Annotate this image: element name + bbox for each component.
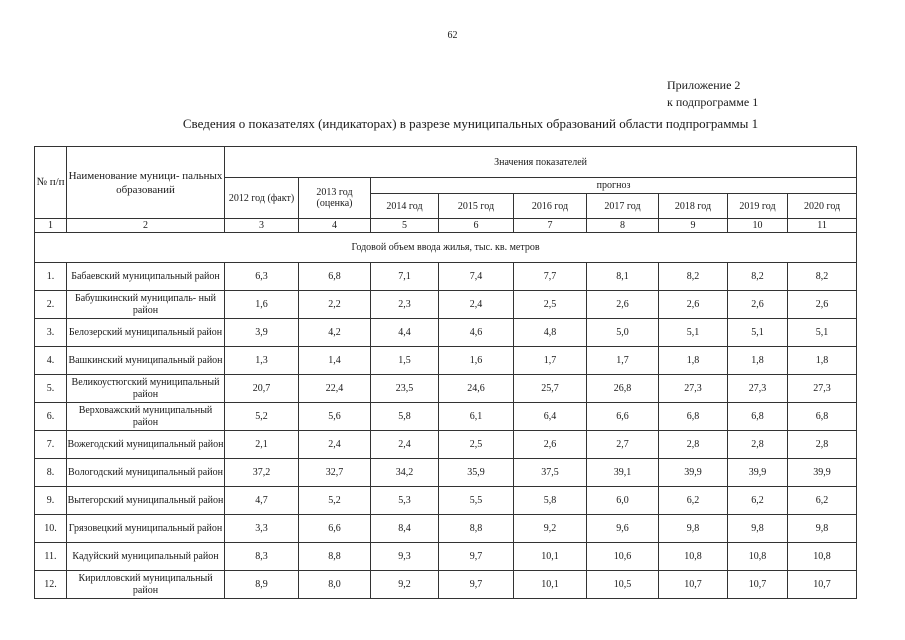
table-row	[35, 263, 857, 291]
municipality-name: Белозерский муниципальный район	[67, 319, 225, 347]
value-cell: 4,8	[514, 319, 587, 347]
table-row	[35, 543, 857, 571]
value-cell: 6,0	[587, 487, 659, 515]
value-cell: 39,9	[728, 459, 788, 487]
value-cell: 2,8	[788, 431, 857, 459]
header-number: № п/п	[35, 147, 67, 219]
municipality-name: Бабаевский муниципальный район	[67, 263, 225, 291]
table-row	[35, 347, 857, 375]
value-cell: 2,4	[439, 291, 514, 319]
row-number: 4.	[35, 347, 67, 375]
indicators-table	[34, 146, 857, 599]
municipality-name: Великоустюгский муниципальный район	[67, 375, 225, 403]
column-number: 10	[728, 219, 788, 233]
value-cell: 6,1	[439, 403, 514, 431]
value-cell: 4,4	[371, 319, 439, 347]
header-forecast: прогноз	[371, 178, 857, 194]
row-number: 3.	[35, 319, 67, 347]
value-cell: 6,4	[514, 403, 587, 431]
value-cell: 9,2	[514, 515, 587, 543]
value-cell: 39,1	[587, 459, 659, 487]
table-row	[35, 403, 857, 431]
value-cell: 2,5	[514, 291, 587, 319]
value-cell: 1,7	[514, 347, 587, 375]
value-cell: 4,2	[299, 319, 371, 347]
header-year: 2020 год	[788, 194, 857, 219]
value-cell: 3,3	[225, 515, 299, 543]
value-cell: 9,8	[659, 515, 728, 543]
value-cell: 5,1	[659, 319, 728, 347]
column-number: 5	[371, 219, 439, 233]
value-cell: 10,8	[728, 543, 788, 571]
value-cell: 1,6	[439, 347, 514, 375]
municipality-name: Вожегодский муниципальный район	[67, 431, 225, 459]
table-row	[35, 375, 857, 403]
value-cell: 1,8	[788, 347, 857, 375]
header-year: 2015 год	[439, 194, 514, 219]
municipality-name: Грязовецкий муниципальный район	[67, 515, 225, 543]
value-cell: 6,3	[225, 263, 299, 291]
value-cell: 6,2	[728, 487, 788, 515]
value-cell: 26,8	[587, 375, 659, 403]
value-cell: 10,7	[788, 571, 857, 599]
value-cell: 6,2	[659, 487, 728, 515]
value-cell: 27,3	[788, 375, 857, 403]
column-number: 4	[299, 219, 371, 233]
value-cell: 2,6	[788, 291, 857, 319]
value-cell: 6,8	[728, 403, 788, 431]
value-cell: 9,2	[371, 571, 439, 599]
value-cell: 32,7	[299, 459, 371, 487]
row-number: 12.	[35, 571, 67, 599]
table-row	[35, 319, 857, 347]
value-cell: 9,7	[439, 571, 514, 599]
municipality-name: Кирилловский муниципальный район	[67, 571, 225, 599]
value-cell: 5,6	[299, 403, 371, 431]
header-municipality: Наименование муници- пальных образований	[67, 147, 225, 219]
row-number: 10.	[35, 515, 67, 543]
value-cell: 23,5	[371, 375, 439, 403]
appendix-note	[667, 77, 758, 111]
value-cell: 7,1	[371, 263, 439, 291]
value-cell: 5,2	[225, 403, 299, 431]
value-cell: 5,1	[788, 319, 857, 347]
value-cell: 9,8	[788, 515, 857, 543]
value-cell: 22,4	[299, 375, 371, 403]
value-cell: 2,3	[371, 291, 439, 319]
row-number: 9.	[35, 487, 67, 515]
value-cell: 2,8	[728, 431, 788, 459]
value-cell: 6,8	[659, 403, 728, 431]
header-year: 2019 год	[728, 194, 788, 219]
table-row	[35, 459, 857, 487]
value-cell: 27,3	[659, 375, 728, 403]
value-cell: 8,8	[299, 543, 371, 571]
value-cell: 25,7	[514, 375, 587, 403]
municipality-name: Бабушкинский муниципаль- ный район	[67, 291, 225, 319]
value-cell: 39,9	[788, 459, 857, 487]
value-cell: 10,8	[788, 543, 857, 571]
value-cell: 9,7	[439, 543, 514, 571]
column-number: 8	[587, 219, 659, 233]
column-number: 6	[439, 219, 514, 233]
value-cell: 4,7	[225, 487, 299, 515]
value-cell: 37,5	[514, 459, 587, 487]
column-number: 9	[659, 219, 728, 233]
value-cell: 8,1	[587, 263, 659, 291]
municipality-name: Верховажский муниципальный район	[67, 403, 225, 431]
row-number: 11.	[35, 543, 67, 571]
value-cell: 7,7	[514, 263, 587, 291]
table-row	[35, 515, 857, 543]
row-number: 5.	[35, 375, 67, 403]
value-cell: 6,6	[587, 403, 659, 431]
value-cell: 1,8	[659, 347, 728, 375]
value-cell: 2,6	[514, 431, 587, 459]
value-cell: 34,2	[371, 459, 439, 487]
header-year: 2018 год	[659, 194, 728, 219]
value-cell: 10,8	[659, 543, 728, 571]
header-year: 2014 год	[371, 194, 439, 219]
municipality-name: Кадуйский муниципальный район	[67, 543, 225, 571]
row-number: 2.	[35, 291, 67, 319]
value-cell: 8,8	[439, 515, 514, 543]
appendix-line-2: к подпрограмме 1	[667, 95, 759, 109]
table-row	[35, 487, 857, 515]
value-cell: 2,7	[587, 431, 659, 459]
value-cell: 8,2	[659, 263, 728, 291]
value-cell: 6,8	[299, 263, 371, 291]
value-cell: 2,1	[225, 431, 299, 459]
value-cell: 2,4	[371, 431, 439, 459]
value-cell: 10,1	[514, 543, 587, 571]
header-values: Значения показателей	[225, 147, 857, 178]
value-cell: 20,7	[225, 375, 299, 403]
column-number: 7	[514, 219, 587, 233]
value-cell: 10,7	[659, 571, 728, 599]
row-number: 8.	[35, 459, 67, 487]
value-cell: 5,2	[299, 487, 371, 515]
value-cell: 2,6	[587, 291, 659, 319]
row-number: 1.	[35, 263, 67, 291]
municipality-name: Вытегорский муниципальный район	[67, 487, 225, 515]
column-number: 11	[788, 219, 857, 233]
value-cell: 1,8	[728, 347, 788, 375]
value-cell: 39,9	[659, 459, 728, 487]
header-year: 2016 год	[514, 194, 587, 219]
value-cell: 2,8	[659, 431, 728, 459]
table-row	[35, 571, 857, 599]
column-number: 3	[225, 219, 299, 233]
appendix-line-1: Приложение 2	[667, 78, 741, 92]
value-cell: 8,2	[788, 263, 857, 291]
value-cell: 5,5	[439, 487, 514, 515]
value-cell: 4,6	[439, 319, 514, 347]
value-cell: 2,6	[659, 291, 728, 319]
value-cell: 8,9	[225, 571, 299, 599]
value-cell: 1,3	[225, 347, 299, 375]
value-cell: 9,6	[587, 515, 659, 543]
value-cell: 1,6	[225, 291, 299, 319]
municipality-name: Вашкинский муниципальный район	[67, 347, 225, 375]
value-cell: 1,4	[299, 347, 371, 375]
row-number: 6.	[35, 403, 67, 431]
value-cell: 3,9	[225, 319, 299, 347]
value-cell: 24,6	[439, 375, 514, 403]
value-cell: 10,7	[728, 571, 788, 599]
value-cell: 2,6	[728, 291, 788, 319]
value-cell: 6,8	[788, 403, 857, 431]
value-cell: 9,8	[728, 515, 788, 543]
value-cell: 35,9	[439, 459, 514, 487]
header-2013: 2013 год (оценка)	[299, 178, 371, 219]
header-year: 2017 год	[587, 194, 659, 219]
value-cell: 1,7	[587, 347, 659, 375]
value-cell: 5,3	[371, 487, 439, 515]
value-cell: 5,8	[514, 487, 587, 515]
value-cell: 10,6	[587, 543, 659, 571]
value-cell: 8,4	[371, 515, 439, 543]
row-number: 7.	[35, 431, 67, 459]
value-cell: 5,1	[728, 319, 788, 347]
value-cell: 10,1	[514, 571, 587, 599]
column-number: 1	[35, 219, 67, 233]
value-cell: 8,3	[225, 543, 299, 571]
value-cell: 10,5	[587, 571, 659, 599]
value-cell: 2,4	[299, 431, 371, 459]
table-row	[35, 291, 857, 319]
value-cell: 5,0	[587, 319, 659, 347]
value-cell: 2,5	[439, 431, 514, 459]
document-title: Сведения о показателях (индикаторах) в разрезе муниципальных образований области подпрограммы 1	[182, 116, 759, 131]
value-cell: 8,2	[728, 263, 788, 291]
table-row	[35, 431, 857, 459]
value-cell: 6,6	[299, 515, 371, 543]
value-cell: 6,2	[788, 487, 857, 515]
value-cell: 27,3	[728, 375, 788, 403]
value-cell: 1,5	[371, 347, 439, 375]
value-cell: 9,3	[371, 543, 439, 571]
header-2012: 2012 год (факт)	[225, 178, 299, 219]
value-cell: 37,2	[225, 459, 299, 487]
column-number: 2	[67, 219, 225, 233]
page-number: 62	[447, 30, 458, 41]
value-cell: 7,4	[439, 263, 514, 291]
value-cell: 5,8	[371, 403, 439, 431]
section-heading: Годовой объем ввода жилья, тыс. кв. метров	[35, 233, 857, 263]
municipality-name: Вологодский муниципальный район	[67, 459, 225, 487]
value-cell: 2,2	[299, 291, 371, 319]
value-cell: 8,0	[299, 571, 371, 599]
